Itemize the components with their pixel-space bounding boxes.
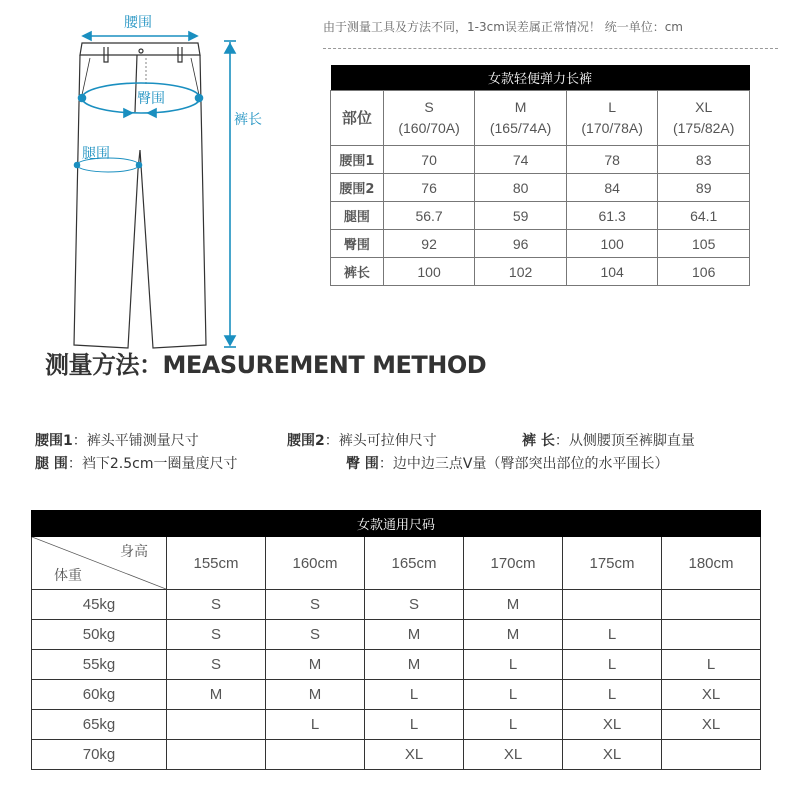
length-label: 裤长	[234, 112, 262, 128]
weight-row	[32, 710, 761, 740]
method-title: 测量方法：MEASUREMENT METHOD	[45, 351, 487, 379]
measure-cell: 96	[475, 230, 567, 258]
size-col-header	[383, 91, 475, 146]
size-spec-row	[331, 146, 750, 174]
size-spec: (175/82A)	[672, 120, 735, 136]
measure-cell: 92	[383, 230, 475, 258]
size-spec-row	[331, 230, 750, 258]
size-cell: S	[167, 650, 266, 680]
row-label: 臀围	[331, 230, 384, 258]
row-label: 腰围1	[331, 146, 384, 174]
size-cell: L	[464, 680, 563, 710]
size-cell: L	[365, 680, 464, 710]
measure-cell: 56.7	[383, 202, 475, 230]
method-desc: ：从侧腰顶至裤脚直量	[554, 433, 695, 449]
weight-row	[32, 740, 761, 770]
method-item	[35, 430, 199, 450]
size-cell: L	[464, 650, 563, 680]
size-cell: S	[266, 590, 365, 620]
measure-cell: 80	[475, 174, 567, 202]
size-cell: M	[365, 650, 464, 680]
measure-cell: 106	[658, 258, 750, 286]
weight-row	[32, 680, 761, 710]
size-cell: L	[563, 620, 662, 650]
size-name: S	[424, 99, 434, 115]
size-spec-row	[331, 174, 750, 202]
size-spec: (170/78A)	[581, 120, 643, 136]
method-term: 臀 围	[346, 456, 379, 472]
weight-label: 50kg	[32, 620, 167, 650]
height-header: 165cm	[365, 537, 464, 590]
size-spec-row	[331, 258, 750, 286]
method-item	[35, 453, 237, 473]
measure-cell: 83	[658, 146, 750, 174]
measure-cell: 78	[566, 146, 658, 174]
size-col-header	[658, 91, 750, 146]
row-label: 腿围	[331, 202, 384, 230]
size-spec-header-row	[331, 91, 750, 146]
measure-cell: 64.1	[658, 202, 750, 230]
size-cell: S	[266, 620, 365, 650]
measure-cell: 102	[475, 258, 567, 286]
measure-cell: 84	[566, 174, 658, 202]
measure-cell: 105	[658, 230, 750, 258]
general-size-title: 女款通用尺码	[32, 511, 761, 537]
size-cell: XL	[365, 740, 464, 770]
size-cell: XL	[662, 710, 761, 740]
method-desc: ：边中边三点V量（臀部突出部位的水平围长）	[378, 456, 669, 472]
height-header: 155cm	[167, 537, 266, 590]
measure-cell: 100	[566, 230, 658, 258]
method-item	[522, 430, 695, 450]
size-spec: (160/70A)	[398, 120, 460, 136]
size-cell: S	[167, 620, 266, 650]
dashed-divider	[323, 48, 778, 49]
measure-cell: 104	[566, 258, 658, 286]
weight-label: 70kg	[32, 740, 167, 770]
pants-measurement-diagram	[0, 0, 320, 350]
size-spec-row	[331, 202, 750, 230]
size-cell	[662, 590, 761, 620]
size-cell: M	[167, 680, 266, 710]
size-cell: L	[464, 710, 563, 740]
size-name: L	[608, 99, 617, 115]
tolerance-note: 由于测量工具及方法不同，1-3cm误差属正常情况！ 统一单位：cm	[323, 20, 683, 34]
size-cell	[167, 710, 266, 740]
corner-label: 部位	[331, 91, 384, 146]
weight-row	[32, 650, 761, 680]
size-cell: XL	[464, 740, 563, 770]
height-axis-label: 身高	[120, 543, 148, 559]
size-cell	[266, 740, 365, 770]
size-cell: S	[365, 590, 464, 620]
weight-row	[32, 620, 761, 650]
size-cell: M	[464, 620, 563, 650]
size-cell: XL	[662, 680, 761, 710]
thigh-label: 腿围	[82, 146, 110, 162]
waist-label: 腰围	[124, 15, 152, 31]
size-cell: L	[662, 650, 761, 680]
method-term: 腿 围	[35, 456, 68, 472]
weight-label: 55kg	[32, 650, 167, 680]
size-cell: M	[464, 590, 563, 620]
weight-label: 45kg	[32, 590, 167, 620]
size-cell: M	[365, 620, 464, 650]
size-name: XL	[695, 99, 713, 115]
measure-cell: 89	[658, 174, 750, 202]
general-size-table	[31, 510, 761, 770]
method-term: 腰围1	[35, 433, 73, 449]
method-desc: ：裤头平铺测量尺寸	[72, 433, 199, 449]
weight-label: 65kg	[32, 710, 167, 740]
method-term: 腰围2	[287, 433, 325, 449]
size-cell	[563, 590, 662, 620]
measure-cell: 100	[383, 258, 475, 286]
size-cell: L	[365, 710, 464, 740]
size-cell: L	[266, 710, 365, 740]
weight-axis-label: 体重	[54, 567, 82, 583]
size-col-header	[566, 91, 658, 146]
weight-label: 60kg	[32, 680, 167, 710]
size-cell: M	[266, 650, 365, 680]
measure-cell: 76	[383, 174, 475, 202]
row-label: 裤长	[331, 258, 384, 286]
size-spec: (165/74A)	[489, 120, 552, 136]
measure-cell: 61.3	[566, 202, 658, 230]
size-cell: XL	[563, 740, 662, 770]
method-item	[346, 453, 668, 473]
method-item	[287, 430, 437, 450]
size-name: M	[514, 99, 527, 115]
size-cell	[662, 620, 761, 650]
method-term: 裤 长	[522, 433, 555, 449]
weight-row	[32, 590, 761, 620]
measure-cell: 59	[475, 202, 567, 230]
size-cell: L	[563, 680, 662, 710]
general-header-row	[32, 537, 761, 590]
size-cell	[167, 740, 266, 770]
height-header: 180cm	[662, 537, 761, 590]
method-desc: ：裤头可拉伸尺寸	[324, 433, 437, 449]
size-cell: S	[167, 590, 266, 620]
size-col-header	[475, 91, 567, 146]
diagonal-corner-cell	[32, 537, 167, 590]
size-cell	[662, 740, 761, 770]
size-spec-table	[330, 65, 750, 286]
size-cell: M	[266, 680, 365, 710]
row-label: 腰围2	[331, 174, 384, 202]
hip-label: 臀围	[137, 91, 165, 107]
method-desc: ：裆下2.5cm一圈量度尺寸	[67, 456, 238, 472]
size-cell: XL	[563, 710, 662, 740]
measure-cell: 70	[383, 146, 475, 174]
measure-cell: 74	[475, 146, 567, 174]
size-spec-title: 女款轻便弹力长裤	[331, 65, 750, 91]
height-header: 175cm	[563, 537, 662, 590]
height-header: 170cm	[464, 537, 563, 590]
height-header: 160cm	[266, 537, 365, 590]
size-cell: L	[563, 650, 662, 680]
